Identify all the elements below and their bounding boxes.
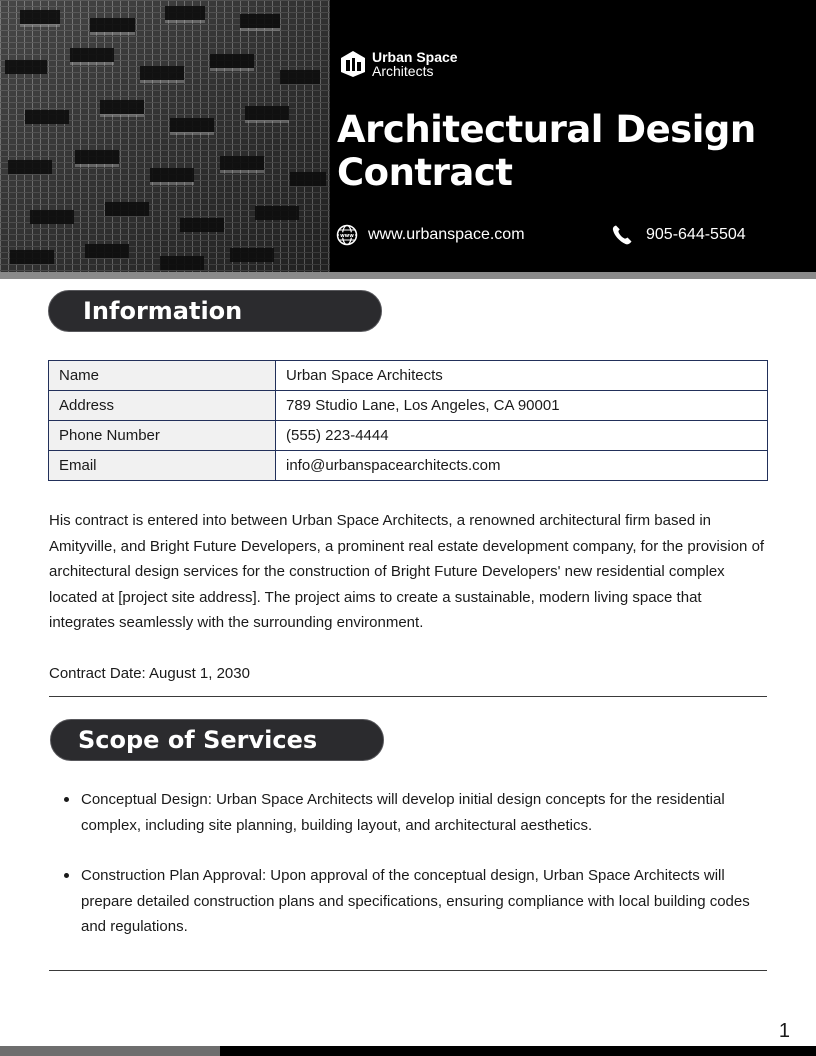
- website-url[interactable]: www.urbanspace.com: [368, 226, 525, 243]
- brand-name-line2: Architects: [372, 63, 434, 79]
- table-row: [49, 361, 768, 391]
- svg-text:www: www: [340, 232, 354, 239]
- services-list: [81, 787, 761, 965]
- page-number: 1: [778, 1020, 790, 1042]
- information-table: [48, 360, 768, 481]
- header-divider-strip: [0, 272, 816, 279]
- phone-number[interactable]: 905-644-5504: [646, 226, 746, 243]
- information-heading: Information: [48, 290, 382, 332]
- document-title: Architectural Design Contract: [337, 108, 756, 194]
- table-label-cell: Email: [49, 451, 276, 481]
- header-banner: [0, 0, 816, 272]
- building-facade-photo: [0, 0, 330, 272]
- list-item: Conceptual Design: Urban Space Architects will develop initial design concepts for the residential complex, including site planning, building layout, and architectural aesthetics.: [81, 787, 761, 838]
- table-label-cell: Name: [49, 361, 276, 391]
- table-value-cell: info@urbanspacearchitects.com: [276, 451, 768, 481]
- website-contact: [336, 224, 525, 246]
- brand-logo: [339, 50, 458, 78]
- phone-icon: [611, 224, 633, 246]
- globe-www-icon: [336, 224, 358, 246]
- list-item: Construction Plan Approval: Upon approval of the conceptual design, Urban Space Architects will prepare detailed construction plans and specifications, ensuring compliance with local building codes and regulations.: [81, 863, 761, 940]
- table-row: [49, 421, 768, 451]
- section-divider: [49, 696, 767, 697]
- brand-name-line1: Urban Space: [372, 49, 458, 65]
- phone-contact: [611, 224, 746, 246]
- table-label-cell: Phone Number: [49, 421, 276, 451]
- contract-intro-paragraph: His contract is entered into between Urban Space Architects, a renowned architectural firm based in Amityville, and Bright Future Developers, a prominent real estate development company, for the provision of architectural design services for the construction of Bright Future Developers' new residential complex located at [project site address]. The project aims to create a sustainable, modern living space that integrates seamlessly with the surrounding environment.: [49, 512, 765, 631]
- contract-date: Contract Date: August 1, 2030: [49, 665, 250, 682]
- section-divider: [49, 970, 767, 971]
- table-value-cell: Urban Space Architects: [276, 361, 768, 391]
- table-value-cell: 789 Studio Lane, Los Angeles, CA 90001: [276, 391, 768, 421]
- footer-bar-black: [220, 1046, 816, 1056]
- table-row: [49, 391, 768, 421]
- building-logo-icon: [339, 50, 367, 78]
- table-value-cell: (555) 223-4444: [276, 421, 768, 451]
- scope-heading: Scope of Services: [50, 719, 384, 761]
- table-row: [49, 451, 768, 481]
- table-label-cell: Address: [49, 391, 276, 421]
- footer-bar-gray: [0, 1046, 220, 1056]
